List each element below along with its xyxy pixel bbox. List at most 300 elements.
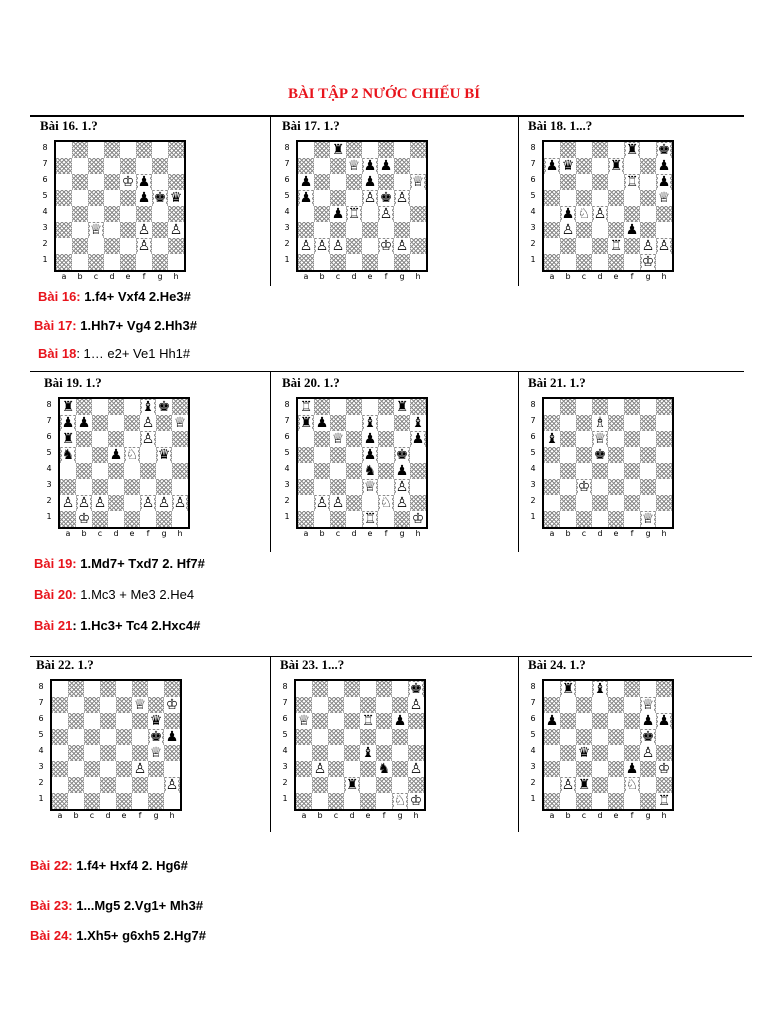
black-rook-icon: ♜ (345, 777, 359, 793)
square-c2 (330, 495, 346, 511)
square-b3 (560, 479, 576, 495)
square-d8 (346, 142, 362, 158)
square-h1 (408, 793, 424, 809)
file-label: d (597, 811, 603, 820)
rank-label: 3 (282, 762, 288, 771)
square-h6 (172, 431, 188, 447)
square-b8 (312, 681, 328, 697)
square-b8 (72, 142, 88, 158)
answer-moves: 1.Md7+ Txd7 2. Hf7# (76, 556, 205, 571)
file-label: a (61, 272, 67, 281)
square-g8 (640, 142, 656, 158)
square-e4 (124, 463, 140, 479)
file-label: b (317, 811, 323, 820)
black-queen-icon: ♛ (157, 447, 171, 463)
column-divider (270, 657, 271, 832)
puzzle-16 (40, 118, 270, 281)
square-d5 (346, 190, 362, 206)
square-b4 (68, 745, 84, 761)
square-c3 (328, 761, 344, 777)
square-e4 (608, 206, 624, 222)
white-pawn-icon: ♙ (363, 190, 377, 206)
square-g2 (394, 238, 410, 254)
rank-label: 1 (284, 255, 290, 264)
square-e6 (362, 174, 378, 190)
square-d3 (346, 479, 362, 495)
square-a7 (544, 415, 560, 431)
rank-label: 3 (530, 223, 536, 232)
answer-20 (34, 587, 194, 602)
square-c2 (328, 777, 344, 793)
square-f6 (624, 431, 640, 447)
white-queen-icon: ♕ (363, 479, 377, 495)
square-g3 (394, 479, 410, 495)
white-pawn-icon: ♙ (561, 777, 575, 793)
square-h8 (656, 142, 672, 158)
white-pawn-icon: ♙ (173, 495, 187, 511)
square-a5 (296, 729, 312, 745)
square-c5 (576, 447, 592, 463)
square-f2 (378, 495, 394, 511)
square-f8 (624, 142, 640, 158)
square-g1 (394, 511, 410, 527)
square-c8 (92, 399, 108, 415)
square-f3 (140, 479, 156, 495)
square-a2 (52, 777, 68, 793)
white-king-icon: ♔ (641, 254, 655, 270)
square-d4 (346, 206, 362, 222)
square-d4 (108, 463, 124, 479)
black-bishop-icon: ♝ (545, 431, 559, 447)
black-bishop-icon: ♝ (361, 745, 375, 761)
rank-label: 6 (530, 432, 536, 441)
puzzle-24 (528, 657, 758, 820)
square-b7 (314, 415, 330, 431)
square-b5 (312, 729, 328, 745)
black-pawn-icon: ♟ (363, 174, 377, 190)
white-queen-icon: ♕ (641, 511, 655, 527)
square-g2 (640, 238, 656, 254)
rank-label: 8 (38, 682, 44, 691)
square-h8 (408, 681, 424, 697)
square-a3 (298, 222, 314, 238)
square-d5 (592, 447, 608, 463)
square-c4 (92, 463, 108, 479)
square-d7 (346, 158, 362, 174)
white-pawn-icon: ♙ (169, 222, 183, 238)
square-b3 (314, 222, 330, 238)
rank-label: 1 (284, 512, 290, 521)
square-d7 (344, 697, 360, 713)
square-f7 (378, 415, 394, 431)
rank-label: 6 (38, 714, 44, 723)
file-label: c (333, 811, 339, 820)
square-h7 (656, 158, 672, 174)
square-c1 (330, 254, 346, 270)
square-g4 (156, 463, 172, 479)
rank-label: 4 (38, 746, 44, 755)
black-pawn-icon: ♟ (137, 190, 151, 206)
square-g8 (640, 681, 656, 697)
square-d4 (346, 463, 362, 479)
square-a1 (56, 254, 72, 270)
square-g5 (640, 729, 656, 745)
square-d6 (108, 431, 124, 447)
square-f4 (376, 745, 392, 761)
square-f5 (378, 190, 394, 206)
white-pawn-icon: ♙ (137, 222, 151, 238)
black-king-icon: ♚ (593, 447, 607, 463)
square-e3 (608, 479, 624, 495)
file-label: g (399, 272, 405, 281)
answer-16 (38, 289, 191, 304)
square-g5 (394, 447, 410, 463)
square-f5 (132, 729, 148, 745)
rank-label: 4 (530, 746, 536, 755)
rank-label: 8 (530, 682, 536, 691)
square-b6 (314, 174, 330, 190)
file-label: e (613, 529, 619, 538)
square-e7 (362, 415, 378, 431)
square-f4 (624, 463, 640, 479)
square-h6 (410, 174, 426, 190)
square-d4 (100, 745, 116, 761)
square-h7 (410, 415, 426, 431)
square-g7 (640, 158, 656, 174)
chess-board (294, 679, 426, 811)
rank-label: 7 (530, 698, 536, 707)
square-b7 (560, 158, 576, 174)
file-label: h (661, 272, 667, 281)
rank-label: 3 (284, 223, 290, 232)
rank-label: 5 (530, 191, 536, 200)
black-rook-icon: ♜ (625, 142, 639, 158)
square-b5 (560, 729, 576, 745)
black-pawn-icon: ♟ (379, 158, 393, 174)
square-f3 (132, 761, 148, 777)
square-a1 (296, 793, 312, 809)
square-g3 (156, 479, 172, 495)
square-c8 (330, 399, 346, 415)
square-b4 (560, 463, 576, 479)
square-e6 (124, 431, 140, 447)
file-label: d (109, 272, 115, 281)
file-label: d (349, 811, 355, 820)
square-c2 (576, 777, 592, 793)
square-b1 (560, 254, 576, 270)
square-e8 (608, 142, 624, 158)
square-d6 (592, 174, 608, 190)
white-pawn-icon: ♙ (409, 697, 423, 713)
square-h2 (172, 495, 188, 511)
column-divider (270, 116, 271, 286)
file-label: g (399, 529, 405, 538)
square-c5 (576, 729, 592, 745)
answer-22 (30, 858, 188, 873)
square-f4 (136, 206, 152, 222)
square-c2 (84, 777, 100, 793)
black-pawn-icon: ♟ (61, 415, 75, 431)
square-c5 (84, 729, 100, 745)
square-e6 (608, 174, 624, 190)
file-labels (296, 811, 424, 820)
square-c4 (576, 463, 592, 479)
square-f8 (378, 399, 394, 415)
square-d3 (592, 222, 608, 238)
file-label: a (549, 811, 555, 820)
square-d4 (592, 745, 608, 761)
square-f8 (378, 142, 394, 158)
square-h4 (410, 463, 426, 479)
square-e2 (608, 238, 624, 254)
square-h4 (408, 745, 424, 761)
file-label: b (565, 272, 571, 281)
square-g2 (148, 777, 164, 793)
black-queen-icon: ♛ (169, 190, 183, 206)
square-b2 (560, 495, 576, 511)
white-king-icon: ♔ (165, 697, 179, 713)
square-a4 (298, 463, 314, 479)
square-a4 (52, 745, 68, 761)
square-h8 (164, 681, 180, 697)
black-pawn-icon: ♟ (545, 158, 559, 174)
square-h1 (656, 793, 672, 809)
square-f7 (624, 415, 640, 431)
square-g2 (640, 777, 656, 793)
square-h1 (410, 254, 426, 270)
white-pawn-icon: ♙ (641, 238, 655, 254)
file-label: f (382, 811, 386, 820)
square-a1 (544, 793, 560, 809)
square-h6 (656, 174, 672, 190)
square-a8 (52, 681, 68, 697)
rank-label: 1 (530, 794, 536, 803)
square-e5 (608, 447, 624, 463)
square-b1 (312, 793, 328, 809)
square-c3 (92, 479, 108, 495)
square-a7 (56, 158, 72, 174)
square-e1 (362, 254, 378, 270)
black-pawn-icon: ♟ (299, 190, 313, 206)
file-label: c (581, 272, 587, 281)
square-d1 (346, 254, 362, 270)
square-d6 (100, 713, 116, 729)
answer-label: Bài 19: (34, 556, 77, 571)
square-b6 (68, 713, 84, 729)
square-b8 (560, 681, 576, 697)
square-h7 (656, 415, 672, 431)
square-a8 (544, 681, 560, 697)
square-b1 (72, 254, 88, 270)
chess-board (50, 679, 182, 811)
square-g6 (152, 174, 168, 190)
square-b3 (72, 222, 88, 238)
square-d2 (344, 777, 360, 793)
square-a5 (298, 190, 314, 206)
square-g3 (392, 761, 408, 777)
square-g8 (394, 142, 410, 158)
square-d2 (346, 238, 362, 254)
file-label: c (89, 811, 95, 820)
square-c2 (576, 495, 592, 511)
black-rook-icon: ♜ (331, 142, 345, 158)
square-f3 (624, 761, 640, 777)
square-f5 (136, 190, 152, 206)
square-h3 (656, 761, 672, 777)
square-g1 (392, 793, 408, 809)
square-h5 (410, 447, 426, 463)
square-e1 (362, 511, 378, 527)
square-c8 (576, 142, 592, 158)
black-rook-icon: ♜ (395, 399, 409, 415)
square-e2 (116, 777, 132, 793)
file-label: d (351, 272, 357, 281)
square-a8 (298, 142, 314, 158)
square-b6 (314, 431, 330, 447)
square-d4 (344, 745, 360, 761)
square-b4 (560, 745, 576, 761)
square-g5 (148, 729, 164, 745)
square-e7 (608, 415, 624, 431)
black-queen-icon: ♛ (149, 713, 163, 729)
white-pawn-icon: ♙ (331, 238, 345, 254)
square-a2 (298, 238, 314, 254)
square-e4 (120, 206, 136, 222)
black-bishop-icon: ♝ (363, 415, 377, 431)
square-b5 (314, 447, 330, 463)
square-d1 (592, 511, 608, 527)
white-pawn-icon: ♙ (315, 238, 329, 254)
divider-middle (30, 371, 744, 372)
square-a3 (296, 761, 312, 777)
answer-label: Bài 20: (34, 587, 77, 602)
square-a1 (52, 793, 68, 809)
square-d1 (592, 254, 608, 270)
rank-label: 7 (530, 159, 536, 168)
file-label: e (129, 529, 135, 538)
square-h5 (656, 447, 672, 463)
square-f2 (136, 238, 152, 254)
square-c8 (84, 681, 100, 697)
square-h1 (656, 254, 672, 270)
square-h5 (164, 729, 180, 745)
page-title: BÀI TẬP 2 NƯỚC CHIẾU BÍ (287, 86, 481, 102)
black-pawn-icon: ♟ (657, 158, 671, 174)
rank-labels (528, 140, 538, 268)
file-label: h (413, 811, 419, 820)
white-pawn-icon: ♙ (165, 777, 179, 793)
square-d2 (104, 238, 120, 254)
square-e6 (360, 713, 376, 729)
white-knight-icon: ♘ (393, 793, 407, 809)
answer-label: Bài 22: (30, 858, 73, 873)
rank-label: 8 (530, 143, 536, 152)
white-king-icon: ♔ (77, 511, 91, 527)
white-pawn-icon: ♙ (395, 479, 409, 495)
square-f6 (624, 174, 640, 190)
square-f1 (378, 511, 394, 527)
square-g3 (640, 479, 656, 495)
square-b6 (76, 431, 92, 447)
square-b6 (72, 174, 88, 190)
square-c8 (330, 142, 346, 158)
rank-label: 4 (282, 746, 288, 755)
rank-label: 6 (284, 175, 290, 184)
rank-labels (280, 679, 290, 807)
square-h5 (410, 190, 426, 206)
square-b2 (312, 777, 328, 793)
puzzle-title: Bài 19. 1.? (44, 375, 102, 390)
answer-label: Bài 17: (34, 318, 77, 333)
white-queen-icon: ♕ (149, 745, 163, 761)
square-h4 (656, 463, 672, 479)
square-d8 (592, 142, 608, 158)
square-e1 (608, 511, 624, 527)
square-f1 (136, 254, 152, 270)
chess-board (542, 140, 674, 272)
puzzle-21 (528, 375, 758, 538)
square-d5 (346, 447, 362, 463)
square-c3 (88, 222, 104, 238)
square-a7 (544, 158, 560, 174)
square-h6 (410, 431, 426, 447)
square-e4 (116, 745, 132, 761)
square-e6 (608, 431, 624, 447)
white-bishop-icon: ♗ (593, 415, 607, 431)
square-e4 (360, 745, 376, 761)
black-king-icon: ♚ (641, 729, 655, 745)
file-label: a (549, 529, 555, 538)
square-g5 (640, 190, 656, 206)
square-b3 (76, 479, 92, 495)
square-b5 (72, 190, 88, 206)
square-f5 (624, 190, 640, 206)
square-g6 (156, 431, 172, 447)
square-c3 (576, 761, 592, 777)
square-d6 (104, 174, 120, 190)
white-queen-icon: ♕ (411, 174, 425, 190)
black-pawn-icon: ♟ (545, 713, 559, 729)
square-b1 (314, 254, 330, 270)
square-h4 (164, 745, 180, 761)
square-c1 (92, 511, 108, 527)
file-label: g (157, 272, 163, 281)
rank-label: 5 (46, 448, 52, 457)
white-knight-icon: ♘ (577, 206, 591, 222)
white-queen-icon: ♕ (297, 713, 311, 729)
square-h7 (408, 697, 424, 713)
square-b6 (560, 174, 576, 190)
square-e5 (116, 729, 132, 745)
square-c3 (330, 222, 346, 238)
black-queen-icon: ♛ (561, 158, 575, 174)
square-c2 (330, 238, 346, 254)
answer-24 (30, 928, 206, 943)
rank-label: 3 (284, 480, 290, 489)
rank-label: 6 (46, 432, 52, 441)
square-e1 (124, 511, 140, 527)
file-label: d (597, 529, 603, 538)
square-e8 (360, 681, 376, 697)
square-f2 (378, 238, 394, 254)
puzzle-19 (44, 375, 274, 538)
square-c5 (92, 447, 108, 463)
square-b8 (560, 142, 576, 158)
square-a8 (544, 399, 560, 415)
black-king-icon: ♚ (395, 447, 409, 463)
square-d8 (346, 399, 362, 415)
square-b2 (560, 238, 576, 254)
